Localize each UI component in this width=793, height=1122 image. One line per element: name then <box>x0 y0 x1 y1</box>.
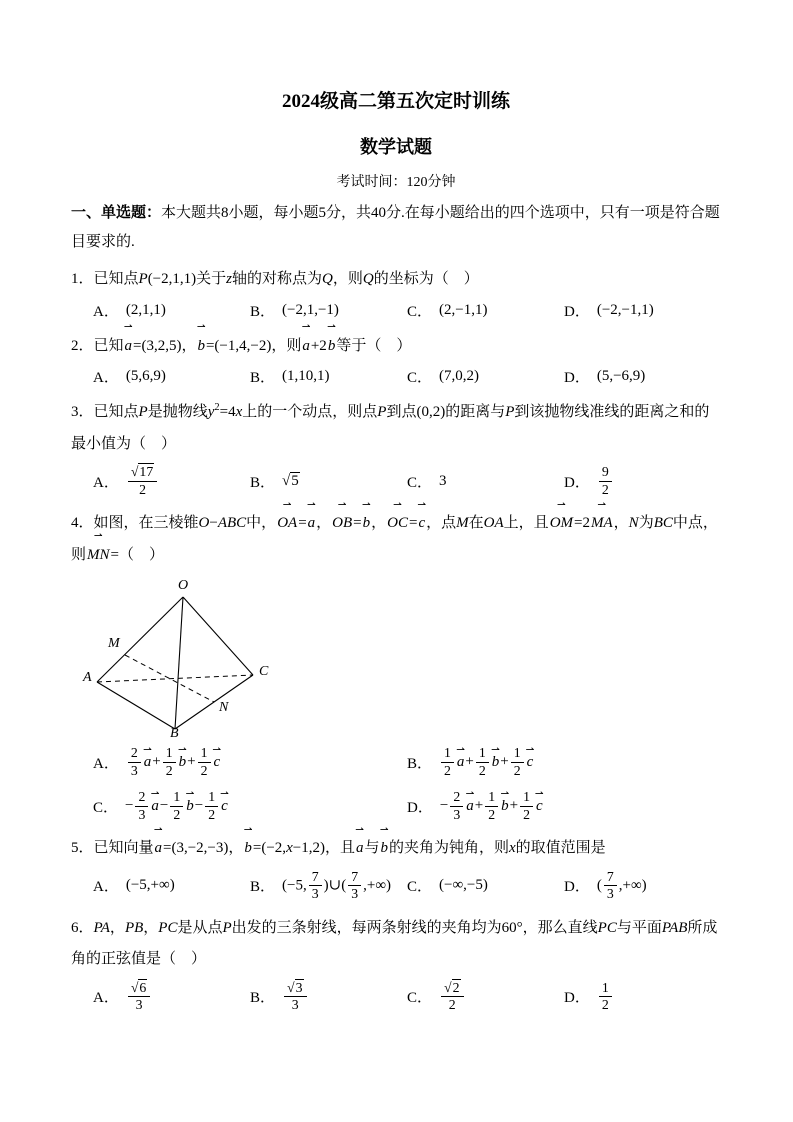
option-c <box>407 471 564 492</box>
question-4-options-row-1 <box>71 745 721 779</box>
option-text: (−2,−1,1) <box>596 301 654 318</box>
figure-lines <box>83 587 293 742</box>
option-a <box>93 980 250 1014</box>
exam-subject: 数学试题 <box>360 137 432 157</box>
option-b <box>407 745 721 779</box>
option-label: C． <box>407 303 433 320</box>
option-text: − $\frac{2}{3}$ a ⇀ + $\frac{1}{2}$ b ⇀ + $\frac{1}{2}$ c ⇀ <box>439 788 544 822</box>
option-text: (1,10,1) <box>282 368 330 384</box>
option-label: C． <box>407 474 433 491</box>
option-c <box>407 366 564 387</box>
option-b <box>250 869 407 903</box>
question-2 <box>71 321 721 388</box>
question-4-stem: 4．如图，在三棱锥O−ABC中，OA ⇀ =a ⇀ ，OB ⇀ =b ⇀ ，OC ⇀ =c ⇀ ，点M在OA上，且OM ⇀ =2MA ⇀ ，N为BC中点，则MN ⇀ =（ ） <box>71 498 718 563</box>
option-label: A． <box>93 303 119 320</box>
section-description: 本大题共8小题，每小题5分，共40分.在每小题给出的四个选项中，只有一项是符合题目要求的. <box>71 205 720 250</box>
option-c <box>407 980 564 1014</box>
option-text: (7,0,2) <box>439 368 480 384</box>
option-d <box>564 869 721 903</box>
option-text: (−5, $\frac{7}{3}$ )∪( $\frac{7}{3}$ ,+∞) <box>282 868 392 902</box>
question-1-stem: 1．已知点P(−2,1,1)关于z轴的对称点为Q，则Q的坐标为（ ） <box>71 271 479 287</box>
option-d <box>407 789 721 823</box>
option-text: (−∞,−5) <box>439 877 488 894</box>
option-a <box>93 745 407 779</box>
option-a <box>93 300 250 321</box>
option-text: $\frac{√2}{2}$ <box>439 980 465 1014</box>
option-text: (−2,1,−1) <box>282 301 339 318</box>
question-5-stem: 5．已知向量a ⇀ =(3,−2,−3)，b ⇀ =(−2,x−1,2)，且a ⇀ 与b ⇀ 的夹角为钝角，则x的取值范围是 <box>71 823 606 857</box>
option-label: B． <box>250 990 276 1007</box>
option-text: ( $\frac{7}{3}$ ,+∞) <box>596 868 647 902</box>
section-heading <box>71 199 721 256</box>
option-label: C． <box>407 990 433 1007</box>
question-6 <box>71 913 721 1014</box>
option-label: A． <box>93 474 119 491</box>
option-text: (−5,+∞) <box>125 877 175 894</box>
option-text: $\frac{9}{2}$ <box>597 464 614 498</box>
vertex-label-M: M <box>108 636 120 652</box>
section-title: 一、单选题： <box>71 205 162 221</box>
exam-title: 2024级高二第五次定时训练 <box>281 91 510 112</box>
option-a <box>93 464 250 498</box>
option-text: (2,1,1) <box>125 301 166 318</box>
option-d <box>564 366 721 387</box>
option-label: D． <box>564 370 590 386</box>
option-label: B． <box>250 474 276 491</box>
option-text: − $\frac{2}{3}$ a ⇀ − $\frac{1}{2}$ b ⇀ − $\frac{1}{2}$ c ⇀ <box>125 788 229 822</box>
vertex-label-N: N <box>219 700 229 716</box>
question-1-options <box>71 300 721 321</box>
option-label: C． <box>407 370 433 386</box>
option-text: (2,−1,1) <box>439 301 488 318</box>
tetrahedron-figure <box>83 578 303 742</box>
option-c <box>93 789 407 823</box>
vertex-label-C: C <box>259 664 269 680</box>
option-text: $\frac{2}{3}$ a ⇀ + $\frac{1}{2}$ b ⇀ + $\frac{1}{2}$ c ⇀ <box>126 745 221 779</box>
option-label: D． <box>564 474 590 491</box>
option-label: A． <box>93 755 119 772</box>
option-label: A． <box>93 879 119 896</box>
option-label: B． <box>250 370 276 386</box>
question-3-options <box>71 464 721 498</box>
vertex-label-B: B <box>170 726 179 742</box>
option-text: √5 <box>282 472 299 489</box>
option-label: B． <box>250 879 276 896</box>
vertex-label-O: O <box>178 578 189 594</box>
option-b <box>250 366 407 387</box>
option-text: $\frac{√6}{3}$ <box>126 980 152 1014</box>
option-label: D． <box>564 879 590 896</box>
option-text: $\frac{1}{2}$ <box>597 980 614 1014</box>
question-4-options-row-2 <box>71 789 721 823</box>
option-b <box>250 980 407 1014</box>
option-label: B． <box>250 303 276 320</box>
question-5-options <box>71 869 721 903</box>
question-4 <box>71 498 721 823</box>
exam-duration: 考试时间：120分钟 <box>336 175 456 190</box>
option-text: (5,−6,9) <box>596 368 646 384</box>
option-b <box>250 471 407 492</box>
option-label: B． <box>407 755 433 772</box>
option-label: D． <box>564 303 590 320</box>
option-label: A． <box>93 370 119 386</box>
option-d <box>564 300 721 321</box>
option-d <box>564 464 721 498</box>
question-1 <box>71 264 721 321</box>
option-text: 3 <box>439 472 447 489</box>
option-text: $\frac{1}{2}$ a ⇀ + $\frac{1}{2}$ b ⇀ + $\frac{1}{2}$ c ⇀ <box>439 745 534 779</box>
option-text: (5,6,9) <box>125 368 166 384</box>
option-a <box>93 366 250 387</box>
option-a <box>93 875 250 896</box>
question-3 <box>71 397 721 498</box>
question-5 <box>71 823 721 903</box>
option-text: $\frac{√3}{3}$ <box>282 980 308 1014</box>
option-label: D． <box>564 990 590 1007</box>
question-2-options <box>71 366 721 387</box>
option-c <box>407 300 564 321</box>
question-2-stem: 2．已知a ⇀ =(3,2,5)，b ⇀ =(−1,4,−2)，则a ⇀ +2b ⇀ 等于（ ） <box>71 321 412 354</box>
option-label: A． <box>93 990 119 1007</box>
option-label: C． <box>407 879 433 896</box>
option-text: $\frac{√17}{2}$ <box>126 464 159 498</box>
question-6-options <box>71 980 721 1014</box>
question-6-stem: 6．PA，PB，PC是从点P出发的三条射线，每两条射线的夹角均为60°，那么直线PC与平面PAB所成角的正弦值是（ ） <box>71 919 718 968</box>
option-d <box>564 980 721 1014</box>
vertex-label-A: A <box>83 670 92 686</box>
question-3-stem: 3．已知点P是抛物线$y^2=4x$上的一个动点，则点P到点(0,2)的距离与P到该抛物线准线的距离之和的最小值为（ ） <box>71 402 710 452</box>
option-label: C． <box>93 799 119 816</box>
option-label: D． <box>407 799 433 816</box>
option-c <box>407 875 564 896</box>
option-b <box>250 300 407 321</box>
